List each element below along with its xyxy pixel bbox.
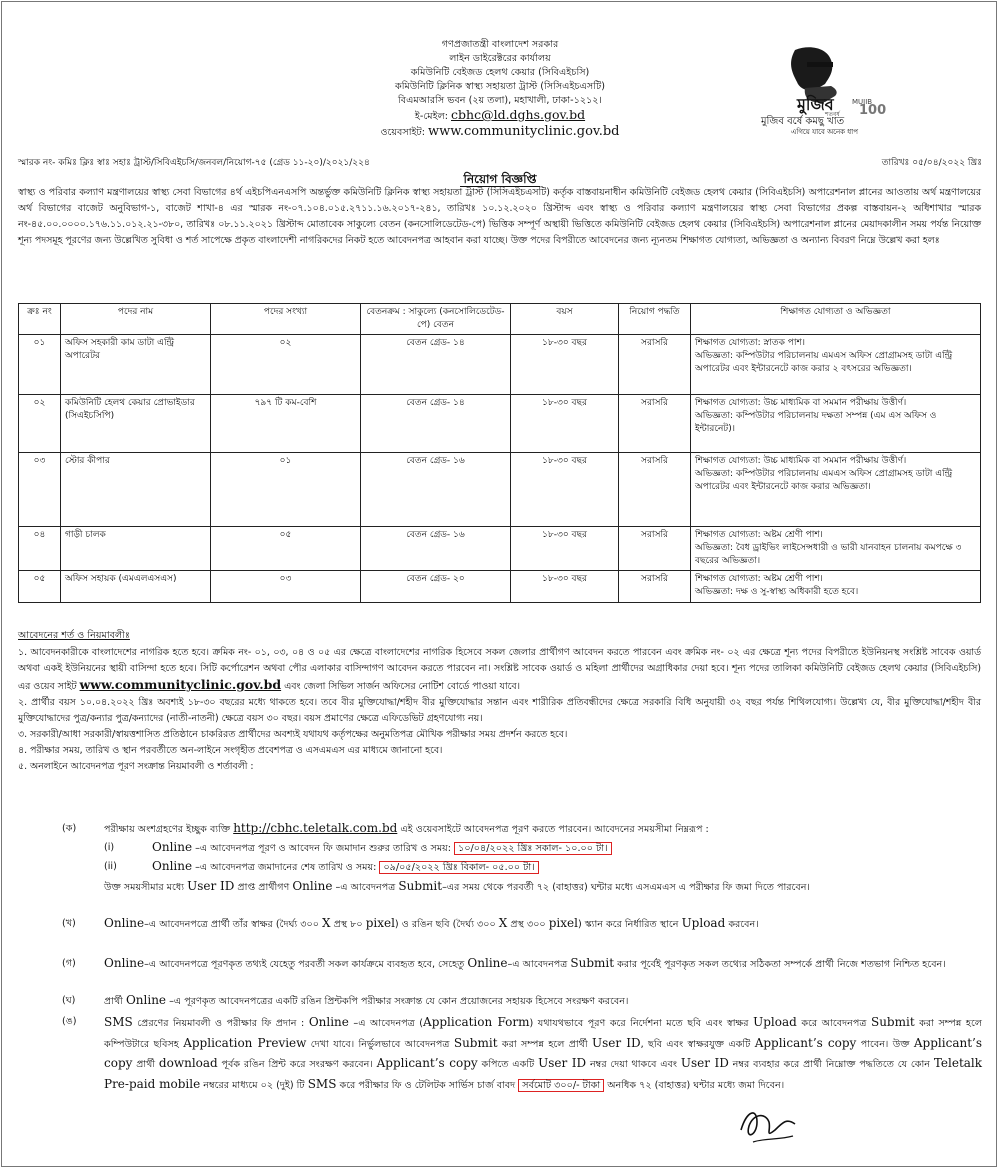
col-header-sl: ক্রঃ নং bbox=[19, 304, 61, 335]
col-header-count: পদের সংখ্যা bbox=[211, 304, 361, 335]
experience-text: অভিজ্ঞতা: কম্পিউটার পরিচালনায় এমএস অফিস প্রোগ্রামসহ ডাটা এন্ট্রি অপারেটর এবং ইন্টারনেটে কাজ করার ২ বৎসরের অভিজ্ঞতা। bbox=[695, 351, 953, 374]
gha-b: Online bbox=[125, 993, 167, 1007]
col-header-method: নিয়োগ পদ্ধতি bbox=[619, 304, 691, 335]
table-row bbox=[19, 527, 981, 571]
email-link[interactable]: cbhc@ld.dghs.gov.bd bbox=[451, 107, 586, 122]
cell-post: অফিস সহকারী কাম ডাটা এন্ট্রি অপারেটর bbox=[61, 335, 211, 395]
end-date-highlight: ০৯/০৫/২০২২ খ্রিঃ বিকাল- ০৫.০০ টা। bbox=[379, 861, 538, 874]
condition-1-website-link[interactable]: www.communityclinic.gov.bd bbox=[79, 677, 282, 692]
table-row bbox=[19, 453, 981, 527]
umo-33: অনধিক ৭২ (বাহাত্তর) ঘন্টার মধ্যে জমা দিবেন। bbox=[604, 1079, 785, 1091]
logo-slogan-2: এগিয়ে যাবে অনেক ধাপ bbox=[791, 128, 858, 136]
sub-i-desc: –এ আবেদনপত্র পূরণ ও আবেদন ফি জমাদান শুরুর তারিখ ও সময়: bbox=[192, 843, 455, 854]
cell-age: ১৮-৩০ বছর bbox=[511, 395, 619, 453]
logo-number: 100 bbox=[859, 103, 887, 118]
ga-a: Online bbox=[104, 956, 145, 970]
umo-32: করে পরীক্ষার ফি ও টেলিটক সার্ভিস চার্জ বাবদ bbox=[336, 1079, 519, 1091]
website-label: ওয়েবসাইট: bbox=[380, 127, 429, 138]
sub-ii-en: Online bbox=[152, 859, 193, 873]
sub-i-label: (i) bbox=[104, 842, 115, 853]
intro-paragraph: স্বাস্থ্য ও পরিবার কল্যাণ মন্ত্রণালয়ের স্বাস্থ্য সেবা বিভাগের ৪র্থ এইচপিএনএসপি অন্তর্ভুক্ত কমিউনিটি ক্লিনিক স্বাস্থ্য সহায়তা ট্রাস্ট (সিসিএইচএসটি) কর্তৃক বাস্তবায়নাধীন কমিউনিটি বেইজড হেলথ কেয়ার (সিবিএইচসি) অপারেশনাল প্লানের আওতায় অর্থ মন্ত্রণালয়ের অর্থ বিভাগের বাজেট অনুবিভাগ-১, বাজেট শাখা-৪ এর স্মারক নং-০৭.১০৪.০১৫.২৭১১.১৬.২০১৭-২৪১, তারিখঃ ১০.১২.২০২০ খ্রিস্টাব্দ এবং স্বাস্থ্য ও পরিবার কল্যাণ মন্ত্রণালয়ের স্বাস্থ্য সেবা বিভাগের প্রকল্প বাস্তবায়ন-২ অধিশাখার স্মারক নং-৪৫.০০.০০০০.১৭৬.১১.০১২.২১-৩৮০, তারিখঃ ০৮.১১.২০২১ খ্রিস্টাব্দ মোতাবেক সাকুল্যে বেতন (কনসোলিডেটেড-পে) ভিত্তিক সম্পূর্ণ অস্থায়ী ভিত্তিতে কমিউনিটি বেইজড হেলথ কেয়ার (সিবিএইচসি) অপারেশনাল প্লানের মেয়াদকালীন সময় পর্যন্ত নিয়োক্ত শূন্য পদসমূহ পূরণের জন্য উল্লেখিত সুবিধা ও শর্ত সাপেক্ষে প্রকৃত বাংলাদেশী নাগরিকদের নিকট হতে আবেদনপত্র আহবান করা যাচ্ছে। উক্ত পদের বিপরীতে আবেদনের জন্য ন্যূনতম শিক্ষাগত যোগ্যতা, অভিজ্ঞতা ও অন্যান্য বিবরণ নিম্নে উল্লেখ করা হলঃ bbox=[18, 187, 981, 246]
cell-count: ৭৯৭ টি কম-বেশি bbox=[211, 395, 361, 453]
condition-1 bbox=[18, 645, 981, 695]
cell-grade: বেতন গ্রেড- ১৬ bbox=[361, 453, 511, 527]
umo-18: পাবেন। উক্ত bbox=[856, 1038, 914, 1050]
cell-qualification bbox=[691, 395, 981, 453]
kha-d: প্রস্থ ৮০ bbox=[330, 919, 366, 930]
umo-12: দেখা যাবে। নির্ভুলভাবে আবেদনপত্র bbox=[306, 1038, 454, 1050]
cell-qualification bbox=[691, 453, 981, 527]
logo-text: মুজিব bbox=[797, 95, 834, 114]
sub-i-text bbox=[152, 839, 982, 857]
sub-ii-label: (ii) bbox=[104, 861, 117, 872]
umo-24: কপিতে একটি bbox=[477, 1059, 539, 1071]
umo-29: Teletalk Pre-paid mobile bbox=[104, 1056, 983, 1091]
after-b: প্রাপ্ত প্রার্থীগণ bbox=[234, 882, 293, 893]
cell-age: ১৮-৩০ বছর bbox=[511, 571, 619, 603]
umo-6: ) যথাযথভাবে পূরণ করে নির্দেশনা মতে ছবি এবং স্বাক্ষর bbox=[529, 1018, 754, 1029]
condition-4: ৪. পরীক্ষার সময়, তারিখ ও স্থান পরবর্তীতে অন-লাইনে সংগৃহীত প্রবেশপত্র ও এসএমএস এর মাধ্যমে জানানো হবে। bbox=[18, 745, 443, 756]
umo-2: প্রেরণের নিয়মাবলী ও পরীক্ষার ফি প্রদান : bbox=[132, 1018, 309, 1029]
table-row bbox=[19, 395, 981, 453]
sub-ga-text bbox=[104, 955, 982, 973]
after-d: –এর সময় থেকে পরবর্তী ৭২ (বাহাত্তর) ঘন্টার মধ্যে এসএমএস এ পরীক্ষার ফি জমা দিতে পারবেন। bbox=[442, 882, 810, 893]
teletalk-link[interactable]: http://cbhc.teletalk.com.bd bbox=[233, 821, 398, 835]
cell-grade: বেতন গ্রেড- ২০ bbox=[361, 571, 511, 603]
cell-grade: বেতন গ্রেড- ১৪ bbox=[361, 335, 511, 395]
cell-sl: ০৩ bbox=[19, 453, 61, 527]
after-en1: User ID bbox=[187, 879, 235, 893]
gha-c: –এ পূরণকৃত আবেদনপত্রের একটি রঙিন প্রিন্টকপি পরীক্ষার সংক্রান্ত যে কোন প্রয়োজনের সহায়ক হিসেবে সংরক্ষণ করবেন। bbox=[166, 996, 629, 1007]
table-row bbox=[19, 571, 981, 603]
fee-highlight: সর্বমোট ৩০০/- টাকা bbox=[518, 1079, 604, 1092]
umo-26: নম্বর দেয়া থাকবে এবং bbox=[586, 1059, 681, 1071]
cell-method: সরাসরি bbox=[619, 335, 691, 395]
sub-ga-label: (গ) bbox=[62, 958, 76, 969]
after-en3: Submit bbox=[398, 879, 443, 893]
memo-number: স্মারক নং- কমিঃ ক্লিঃ স্বাঃ সহাঃ ট্রাস্ট/সিবিএইচসি/জনবল/নিয়োগ-৭৫ (গ্রেড ১১-২০)/২০২১/২২৪ bbox=[18, 158, 370, 168]
kha-h: প্রস্থ ৩০০ bbox=[507, 919, 549, 930]
col-header-age: বয়স bbox=[511, 304, 619, 335]
cell-sl: ০৪ bbox=[19, 527, 61, 571]
sub-ka-after bbox=[104, 878, 982, 896]
umo-15: User ID bbox=[592, 1035, 641, 1050]
ga-d: –এ আবেদনপত্র bbox=[507, 959, 571, 970]
mujib-100-logo bbox=[755, 44, 905, 136]
kha-a: Online bbox=[104, 916, 145, 930]
umo-22: পূর্বক রঙিন প্রিন্ট করে সংরক্ষণ করবেন। bbox=[217, 1059, 377, 1071]
kha-b: –এ আবেদনপত্রে প্রার্থী তাঁর স্বাক্ষর (দৈর্ঘ্য ৩০০ bbox=[144, 919, 323, 930]
umo-28: নম্বর ব্যবহার করে প্রার্থী নিম্নোক্ত পদ্ধতিতে যে কোন bbox=[728, 1059, 934, 1071]
sub-ii-desc: –এ আবেদনপত্র জমাদানের শেষ তারিখ ও সময়: bbox=[192, 862, 380, 873]
sub-ka-b: এই ওয়েবসাইটে আবেদনপত্র পূরণ করতে পারবেন। আবেদনের সময়সীমা নিম্নরূপ : bbox=[397, 824, 709, 835]
office-address: বিএমআরসি ভবন (২য় তলা), মহাখালী, ঢাকা-১২১২। bbox=[398, 95, 602, 106]
umo-7: Upload bbox=[753, 1015, 797, 1029]
kha-e: pixel bbox=[365, 916, 395, 930]
kha-k: Upload bbox=[681, 916, 726, 930]
qualification-text: শিক্ষাগত যোগ্যতা: অষ্টম শ্রেণী পাশ। bbox=[695, 574, 823, 584]
cell-sl: ০৫ bbox=[19, 571, 61, 603]
ga-e: Submit bbox=[570, 956, 615, 970]
experience-text: অভিজ্ঞতা: দক্ষ ও সু-স্বাস্থ্য অধিকারী হতে হবে। bbox=[695, 587, 859, 597]
notice-title-text: নিয়োগ বিজ্ঞপ্তি bbox=[460, 172, 541, 187]
sub-ka-text bbox=[104, 820, 984, 838]
cell-count: ০৫ bbox=[211, 527, 361, 571]
start-date-highlight: ১০/০৪/২০২২ খ্রিঃ সকাল- ১০.০০ টা। bbox=[454, 842, 611, 855]
umo-14: করা সম্পন্ন হলে প্রার্থী bbox=[497, 1038, 593, 1050]
table-row bbox=[19, 335, 981, 395]
cell-count: ০৩ bbox=[211, 571, 361, 603]
cell-age: ১৮-৩০ বছর bbox=[511, 335, 619, 395]
kha-g: X bbox=[498, 916, 508, 930]
umo-20: প্রার্থী bbox=[132, 1059, 159, 1071]
umo-25: User ID bbox=[538, 1056, 587, 1071]
umo-11: Application Preview bbox=[183, 1035, 307, 1050]
qualification-text: শিক্ষাগত যোগ্যতা: অষ্টম শ্রেণী পাশ। bbox=[695, 530, 823, 540]
umo-27: User ID bbox=[680, 1056, 729, 1071]
cell-post: অফিস সহায়ক (এমএলএসএস) bbox=[61, 571, 211, 603]
qualification-text: শিক্ষাগত যোগ্যতা: উচ্চ মাধ্যমিক বা সমমান পরীক্ষায় উত্তীর্ণ। bbox=[695, 456, 907, 466]
sub-gha-text bbox=[104, 992, 982, 1010]
conditions-list bbox=[18, 645, 981, 775]
cell-method: সরাসরি bbox=[619, 395, 691, 453]
kha-j: ) স্ক্যান করে নির্ধারিত স্থানে bbox=[577, 919, 682, 930]
experience-text: অভিজ্ঞতা: কম্পিউটার পরিচালনায় এমএস অফিস প্রোগ্রামসহ ডাটা এন্ট্রি অপারেটর এবং ইন্টারনেটে কাজ করার অভিজ্ঞতা। bbox=[695, 469, 953, 492]
cell-method: সরাসরি bbox=[619, 527, 691, 571]
email-label: ই-মেইল: bbox=[414, 111, 452, 122]
cell-count: ০২ bbox=[211, 335, 361, 395]
umo-1: SMS bbox=[104, 1015, 133, 1029]
umo-8: করে আবেদনপত্র bbox=[796, 1018, 871, 1029]
condition-3: ৩. সরকারী/আধা সরকারী/স্বায়ত্তশাসিত প্রতিষ্ঠানে চাকরিরত প্রার্থীদের অবশ্যই যথাযথ কর্তৃপক্ষের অনুমতিপত্র মৌখিক পরীক্ষার সময় প্রদর্শন করতে হবে। bbox=[18, 729, 568, 740]
experience-text: অভিজ্ঞতা: বৈধ ড্রাইভিং লাইসেন্সধারী ও ভারী যানবাহন চালনায় কমপক্ষে ৩ বছরের অভিজ্ঞতা। bbox=[695, 543, 962, 566]
cell-qualification bbox=[691, 527, 981, 571]
sub-ii-text bbox=[152, 858, 982, 876]
cell-qualification bbox=[691, 335, 981, 395]
umo-16: , ছবি এবং স্বাক্ষরযুক্ত একটি bbox=[640, 1038, 755, 1050]
issue-date: তারিখঃ ০৫/০৪/২০২২ খ্রিঃ bbox=[881, 158, 982, 168]
program-name: কমিউনিটি বেইজড হেলথ কেয়ার (সিবিএইচসি) bbox=[410, 67, 590, 78]
kha-i: pixel bbox=[548, 916, 578, 930]
govt-name: গণপ্রজাতন্ত্রী বাংলাদেশ সরকার bbox=[441, 39, 559, 50]
after-c: –এ আবেদনপত্র bbox=[332, 882, 399, 893]
cell-grade: বেতন গ্রেড- ১৪ bbox=[361, 395, 511, 453]
gha-a: প্রার্থী bbox=[104, 996, 126, 1007]
cell-post: কমিউনিটি হেলথ কেয়ার প্রোভাইডার (সিএইচসিপি) bbox=[61, 395, 211, 453]
umo-23: Applicant’s copy bbox=[376, 1056, 478, 1071]
col-header-grade: বেতনক্রম : সাকুল্যে (কনসোলিডেটেড-পে) বেতন bbox=[361, 304, 511, 335]
cell-qualification bbox=[691, 571, 981, 603]
sub-umo-text bbox=[104, 1013, 982, 1095]
condition-1-text-a: ১. আবেদনকারীকে বাংলাদেশের নাগরিক হতে হবে। ক্রমিক নং- ০১, ০৩, ০৪ ও ০৫ এর ক্ষেত্রে বাংলাদেশের নাগরিক হিসেবে সকল জেলার প্রার্থীগণ আবেদন করতে পারবেন এবং ক্রমিক নং- ০২ এর ক্ষেত্রে শূন্য পদের বিপরীতে ইউনিয়নস্থ সংশ্লিষ্ট সাবেক ওয়ার্ড অথবা একই ইউনিয়নের স্থায়ী বাসিন্দা হতে হবে। সিটি কর্পোরেশন অথবা পৌর এলাকার বাসিন্দাগণ আবেদন করতে পারবেন না। সংশ্লিষ্ট সাবেক ওয়ার্ড ও মহিলা প্রার্থীদের অগ্রাধিকার দেয়া হবে। শূন্য পদের তালিকা কমিউনিটি বেইজড হেলথ কেয়ার (সিবিএইচসি) এর ওয়েব সাইট bbox=[18, 647, 981, 692]
umo-30: নম্বরের মাধ্যমে ০২ (দুই) টি bbox=[200, 1079, 308, 1091]
condition-1-text-b: এবং জেলা সিভিল সার্জন অফিসের নোটিশ বোর্ডে পাওয়া যাবে। bbox=[281, 681, 520, 692]
cell-post: গাড়ী চালক bbox=[61, 527, 211, 571]
qualification-text: শিক্ষাগত যোগ্যতা: স্নাতক পাশ। bbox=[695, 338, 806, 348]
sub-kha-text bbox=[104, 915, 982, 933]
ga-b: –এ আবেদনপত্রে পূরণকৃত তথ্যই যেহেতু পরবর্তী সকল কার্যক্রমে ব্যবহৃত হবে, সেহেতু bbox=[144, 959, 468, 970]
logo-subtext: শতবর্ষ bbox=[825, 111, 840, 118]
cell-method: সরাসরি bbox=[619, 453, 691, 527]
col-header-qualification: শিক্ষাগত যোগ্যতা ও অভিজ্ঞতা bbox=[691, 304, 981, 335]
umo-5: Application Form bbox=[423, 1015, 530, 1029]
cell-post: স্টোর কীপার bbox=[61, 453, 211, 527]
signature bbox=[735, 1100, 805, 1150]
sub-i-en: Online bbox=[152, 840, 193, 854]
cell-sl: ০২ bbox=[19, 395, 61, 453]
sub-kha-label: (খ) bbox=[62, 918, 76, 929]
cell-sl: ০১ bbox=[19, 335, 61, 395]
condition-2: ২. প্রার্থীর বয়স ১০.০৪.২০২২ খ্রিঃ অবশ্যই ১৮-৩০ বছরের মধ্যে থাকতে হবে। তবে বীর মুক্তিযোদ্ধা/শহীদ বীর মুক্তিযোদ্ধার সন্তান এবং শারীরিক প্রতিবন্ধীদের ক্ষেত্রে সরকারি বিধি অনুযায়ী ৩২ বছর পর্যন্ত শিথিলযোগ্য। উল্লেখ্য যে, বীর মুক্তিযোদ্ধা/শহীদ বীর মুক্তিযোদ্ধাদের পুত্র/কন্যার পুত্র/কন্যাদের (নাতী-নাতনী) ক্ষেত্রে বয়স ৩০ বছর। বয়স প্রমাণের ক্ষেত্রে এফিডেভিট গ্রহণযোগ্য নয়। bbox=[18, 697, 981, 724]
cell-grade: বেতন গ্রেড- ১৬ bbox=[361, 527, 511, 571]
umo-31: SMS bbox=[307, 1076, 337, 1091]
umo-17: Applicant’s copy bbox=[754, 1035, 857, 1050]
website-link[interactable]: www.communityclinic.gov.bd bbox=[428, 124, 620, 139]
qualification-text: শিক্ষাগত যোগ্যতা: উচ্চ মাধ্যমিক বা সমমান পরীক্ষায় উত্তীর্ণ। bbox=[695, 398, 907, 408]
logo-slogan-1: মুজিব বর্ষে কমছু খাত bbox=[761, 116, 845, 127]
vacancy-table bbox=[18, 303, 981, 603]
ga-f: করার পূর্বেই পূরণকৃত সকল তথ্যের সঠিকতা সম্পর্কে প্রার্থী নিজে শতভাগ নিশ্চিত হবেন। bbox=[614, 959, 946, 970]
umo-10: করা সম্পন্ন হলে কম্পিউটারে ছবিসহ bbox=[104, 1018, 982, 1050]
logo-latin: MUJIB bbox=[852, 98, 873, 106]
umo-19: Applicant’s copy bbox=[104, 1035, 982, 1071]
umo-4: –এ আবেদনপত্র ( bbox=[348, 1018, 424, 1029]
cell-age: ১৮-৩০ বছর bbox=[511, 527, 619, 571]
after-a: উক্ত সময়সীমার মধ্যে bbox=[104, 882, 188, 893]
trust-name: কমিউনিটি ক্লিনিক স্বাস্থ্য সহায়তা ট্রাস্ট (সিসিএইচএসটি) bbox=[395, 81, 605, 92]
conditions-heading: আবেদনের শর্ত ও নিয়মাবলীঃ bbox=[18, 630, 130, 641]
table-header-row bbox=[19, 304, 981, 335]
umo-21: download bbox=[158, 1056, 218, 1071]
experience-text: অভিজ্ঞতা: কম্পিউটার পরিচালনায় দক্ষতা সম্পন্ন (এম এস অফিস ও ইন্টারনেট)। bbox=[695, 411, 937, 434]
sub-umo-label: (ঙ) bbox=[62, 1016, 77, 1027]
condition-5: ৫. অনলাইনে আবেদনপত্র পূরণ সংক্রান্ত নিয়মাবলী ও শর্তাবলী : bbox=[18, 761, 254, 772]
kha-l: করবেন। bbox=[725, 919, 759, 930]
col-header-post: পদের নাম bbox=[61, 304, 211, 335]
office-name: লাইন ডাইরেক্টরের কার্যালয় bbox=[449, 53, 551, 64]
sub-ka-a: পরীক্ষায় অংশগ্রহণের ইচ্ছুক ব্যক্তি bbox=[104, 824, 234, 835]
cell-age: ১৮-৩০ বছর bbox=[511, 453, 619, 527]
umo-13: Submit bbox=[453, 1035, 498, 1050]
umo-3: Online bbox=[308, 1015, 349, 1029]
sub-ka-label: (ক) bbox=[62, 823, 77, 834]
ga-c: Online bbox=[467, 956, 508, 970]
kha-f: ) ও রঙিন ছবি (দৈর্ঘ্য ৩০০ bbox=[394, 919, 499, 930]
umo-9: Submit bbox=[870, 1015, 915, 1029]
cell-count: ০১ bbox=[211, 453, 361, 527]
cell-method: সরাসরি bbox=[619, 571, 691, 603]
sub-gha-label: (ঘ) bbox=[62, 995, 76, 1006]
after-en2: Online bbox=[292, 879, 333, 893]
kha-c: X bbox=[322, 916, 331, 930]
